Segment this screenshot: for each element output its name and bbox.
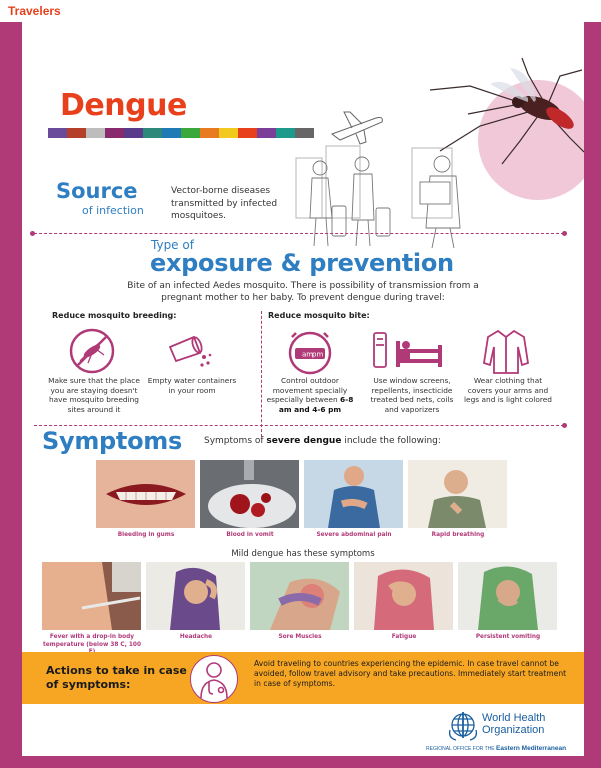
prevention-text-4: Use window screens, repellents, insecticide treated bed nets, coils and vaporizers [370,376,454,414]
vertical-divider [261,311,262,437]
sore-muscles-photo [250,562,349,630]
divider-dot [562,231,567,236]
color-swatch [238,128,257,138]
clock-pm-label: pm [312,350,324,359]
mild-caption-3: Sore Muscles [278,634,322,640]
prevention-text-3-body: Control outdoor movement specially especially between [266,376,348,404]
prevention-text-3 [264,376,356,414]
actions-banner [22,652,584,704]
who-logo [424,704,584,756]
color-swatch [257,128,276,138]
symptoms-title: Symptoms [42,427,182,455]
mild-caption-2: Headache [179,634,213,640]
prevention-hours: 6-8 am and 4-6 pm [278,395,354,414]
abdominal-pain-photo [304,460,403,528]
color-swatch [86,128,105,138]
who-region-name: Eastern Mediterranean [496,745,567,752]
color-swatch [181,128,200,138]
who-name [482,713,545,736]
bite-heading: Reduce mosquito bite: [268,311,370,320]
vomiting-photo [458,562,557,630]
source-text: Vector-borne diseases transmitted by infected mosquitoes. [171,186,278,221]
color-swatch [124,128,143,138]
actions-text: Avoid traveling to countries experiencing the epidemic. In case travel cannot be avoided, follow travel advisory and take precautions. Immediately start treatment in case of symptoms. [254,659,567,688]
who-name-line2: Organization [482,723,545,736]
exposure-title: exposure & prevention [150,249,454,277]
actions-title: Actions to take in case of symptoms: [46,664,187,691]
mild-heading: Mild dengue has these symptoms [231,549,375,559]
source-title: Source [56,179,138,203]
color-swatch [143,128,162,138]
color-swatch [67,128,86,138]
page-title: Dengue [60,88,187,123]
blood-in-vomit-photo [200,460,299,528]
divider [34,425,564,426]
severe-caption-3: Severe abdominal pain [316,532,392,538]
symptoms-intro [204,436,441,446]
symptoms-intro-bold: severe dengue [266,436,342,446]
severe-caption-4: Rapid breathing [431,532,485,538]
color-swatch [105,128,124,138]
poster-card [22,22,584,756]
category-label: Travelers [8,4,61,18]
divider [34,233,564,234]
mild-caption-4: Fatigue [391,634,417,640]
travelers-illustration [292,128,492,250]
long-sleeve-shirt-icon [482,327,530,375]
rapid-breathing-photo [408,460,507,528]
top-bar [0,0,601,22]
mild-caption-5: Persistent vomiting [475,634,541,640]
symptoms-intro-prefix: Symptoms of [204,436,264,446]
clock-am-pm-icon [286,327,334,375]
no-mosquito-icon [68,327,116,375]
who-name-line1: World Health [482,712,546,724]
severe-caption-2: Blood in vomit [226,532,274,538]
color-swatch [219,128,238,138]
color-swatch [200,128,219,138]
bleeding-gums-photo [96,460,195,528]
bed-net-icon [370,327,448,375]
fever-photo [42,562,141,630]
source-subtitle: of infection [82,204,144,217]
severe-caption-1: Bleeding in gums [117,532,175,538]
empty-container-icon [166,327,214,375]
divider-dot [30,231,35,236]
prevention-text-2: Empty water containers in your room [147,376,237,395]
prevention-text-1: Make sure that the place you are staying doesn't have mosquito breeding sites around it [48,376,140,414]
who-region-prefix: REGIONAL OFFICE FOR THE [426,746,495,752]
headache-photo [146,562,245,630]
exposure-kicker: Type of [151,238,194,252]
who-emblem-icon [446,708,480,742]
fatigue-photo [354,562,453,630]
breeding-heading: Reduce mosquito breeding: [52,311,177,320]
divider-dot [562,423,567,428]
color-swatch [162,128,181,138]
color-swatch [48,128,67,138]
who-region [426,745,584,752]
exposure-intro: Bite of an infected Aedes mosquito. There is possibility of transmission from a pregnant mother to her baby. To prevent dengue during travel: [127,281,479,303]
clock-am-label: am [302,350,314,359]
prevention-text-5: Wear clothing that covers your arms and legs and is light colored [463,376,552,404]
doctor-icon [190,655,238,703]
color-strip [48,128,314,138]
symptoms-intro-suffix: include the following: [344,436,441,446]
mild-caption-1: Fever with a drop-in body temperature (below 38 C, 100 [42,634,142,648]
